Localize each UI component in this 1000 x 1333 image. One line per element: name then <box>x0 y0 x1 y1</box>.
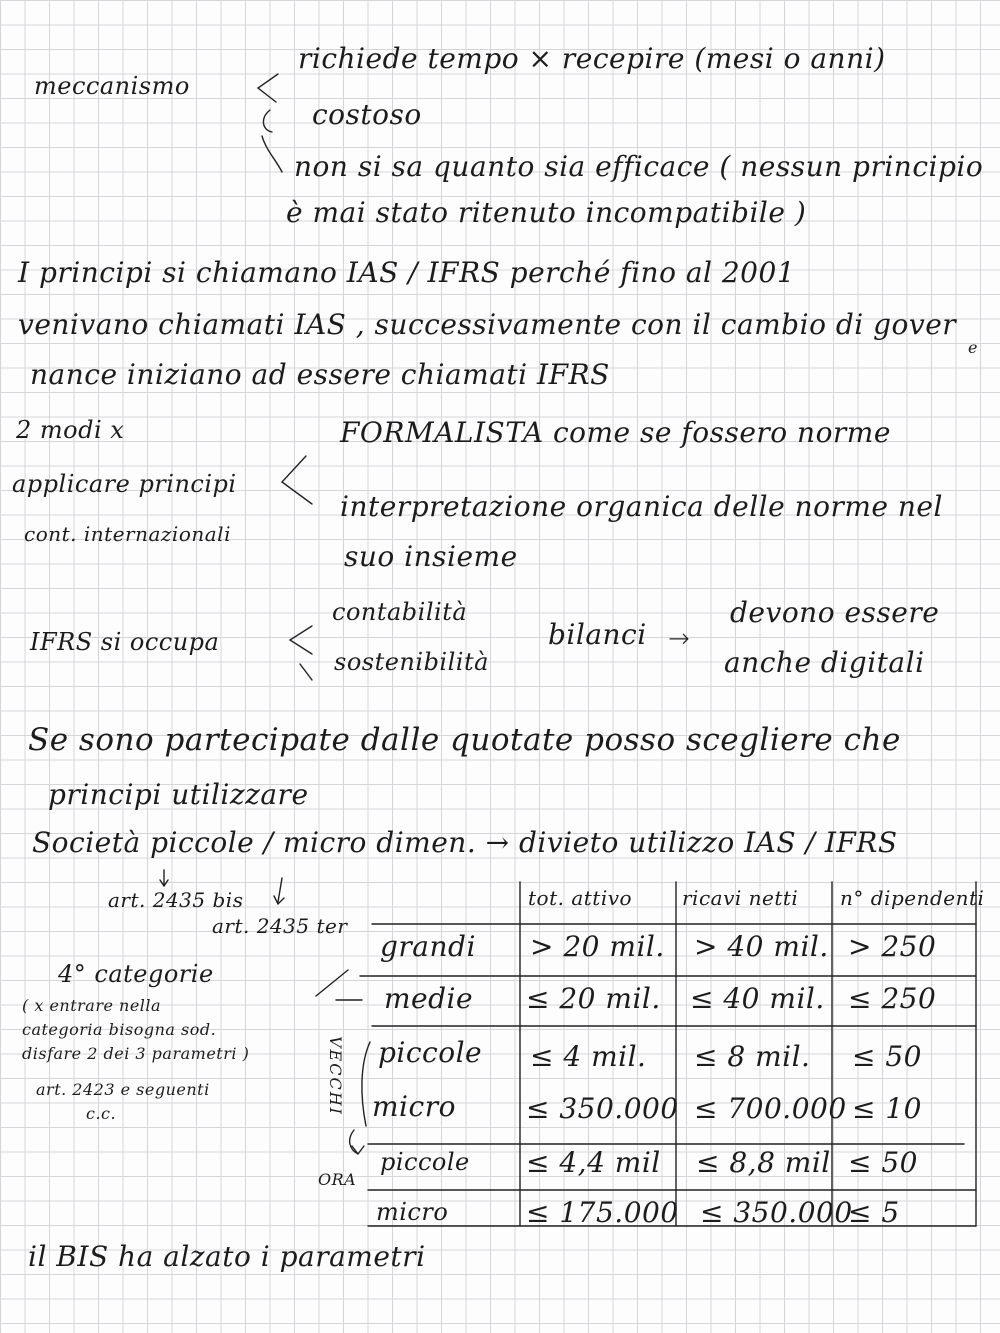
modi-label-line2: applicare principi <box>12 470 237 498</box>
table-cell: ≤ 250 <box>848 982 937 1015</box>
modi-option-organic-line1: interpretazione organica delle norme nel <box>340 490 943 523</box>
table-cell: ≤ 8,8 mil <box>696 1146 831 1179</box>
row-label-micro-old: micro <box>372 1090 456 1123</box>
article-2435-bis: art. 2435 bis <box>108 888 244 912</box>
article-2435-ter: art. 2435 ter <box>212 914 348 938</box>
para1-line3: nance iniziano ad essere chiamati IFRS <box>30 358 610 391</box>
brace-ifrs <box>290 626 312 680</box>
modi-option-formalist: FORMALISTA come se fossero norme <box>340 416 891 449</box>
row-label-piccole-old: piccole <box>378 1036 483 1069</box>
table-cell: > 40 mil. <box>694 930 829 963</box>
table-header-net-revenue: ricavi netti <box>682 886 799 910</box>
ifrs-accounting: contabilità <box>332 598 468 626</box>
table-cell: ≤ 50 <box>848 1146 918 1179</box>
stroke-to-grandi <box>316 970 348 996</box>
row-label-micro-new: micro <box>376 1198 449 1226</box>
categories-note-line4: art. 2423 e seguenti <box>36 1080 210 1099</box>
table-cell: > 20 mil. <box>530 930 665 963</box>
meccanismo-label: meccanismo <box>34 72 190 100</box>
para1-line2-end: e <box>968 338 978 357</box>
para2-line1: Se sono partecipate dalle quotate posso scegliere che <box>28 722 901 758</box>
table-cell: ≤ 10 <box>852 1092 922 1125</box>
brace-meccanismo <box>258 74 282 172</box>
point-efficacy-line2: è mai stato ritenuto incompatibile ) <box>286 196 807 229</box>
point-efficacy-line1: non si sa quanto sia efficace ( nessun principio <box>294 150 984 183</box>
table-cell: ≤ 50 <box>852 1040 922 1073</box>
table-cell: ≤ 175.000 <box>526 1196 679 1229</box>
ifrs-sustainability: sostenibilità <box>334 648 489 676</box>
modi-option-organic-line2: suo insieme <box>344 540 518 573</box>
point-requires-time: richiede tempo × recepire (mesi o anni) <box>298 42 886 75</box>
para2-line3: Società piccole / micro dimen. → divieto utilizzo IAS / IFRS <box>32 826 898 859</box>
para1-line1: I principi si chiamano IAS / IFRS perché fino al 2001 <box>18 256 796 289</box>
table-cell: ≤ 20 mil. <box>526 982 661 1015</box>
arrow-icon: → <box>668 624 690 654</box>
point-costly: costoso <box>312 98 422 131</box>
para2-line2: principi utilizzare <box>48 778 309 811</box>
now-label: ORA <box>318 1170 357 1189</box>
bracket-old <box>362 1042 370 1126</box>
table-cell: ≤ 40 mil. <box>690 982 825 1015</box>
categories-note-line1: ( x entrare nella <box>22 996 162 1015</box>
footer-note: il BIS ha alzato i parametri <box>28 1240 426 1273</box>
table-cell: > 250 <box>848 930 937 963</box>
row-label-grandi: grandi <box>380 930 476 963</box>
table-cell: ≤ 350.000 <box>700 1196 853 1229</box>
ifrs-must-be-line1: devono essere <box>730 596 940 629</box>
table-cell: ≤ 4 mil. <box>530 1040 647 1073</box>
table-header-total-assets: tot. attivo <box>528 886 633 910</box>
table-cell: ≤ 700.000 <box>694 1092 847 1125</box>
categories-title: 4° categorie <box>58 960 214 988</box>
para1-line2: venivano chiamati IAS , successivamente con il cambio di gover <box>18 308 957 341</box>
table-cell: ≤ 4,4 mil <box>526 1146 661 1179</box>
ifrs-bilanci: bilanci <box>548 618 647 651</box>
arrow-old-to-now <box>350 1130 364 1154</box>
table-cell: ≤ 350.000 <box>526 1092 679 1125</box>
categories-note-line3: disfare 2 dei 3 parametri ) <box>22 1044 250 1063</box>
arrow-down-icon <box>160 870 168 886</box>
modi-label-line3: cont. internazionali <box>24 522 231 546</box>
arrow-down-icon <box>274 878 284 904</box>
row-label-medie: medie <box>384 982 474 1015</box>
brace-modi <box>282 456 312 504</box>
row-label-piccole-new: piccole <box>380 1148 470 1176</box>
modi-label-line1: 2 modi x <box>16 416 125 444</box>
table-header-employees: n° dipendenti <box>840 886 985 910</box>
categories-note-line5: c.c. <box>86 1104 117 1123</box>
table-cell: ≤ 8 mil. <box>694 1040 811 1073</box>
categories-note-line2: categoria bisogna sod. <box>22 1020 217 1039</box>
ifrs-label: IFRS si occupa <box>30 628 220 656</box>
ifrs-must-be-line2: anche digitali <box>724 646 925 679</box>
old-label: VECCHI <box>326 1036 345 1116</box>
table-cell: ≤ 5 <box>848 1196 900 1229</box>
